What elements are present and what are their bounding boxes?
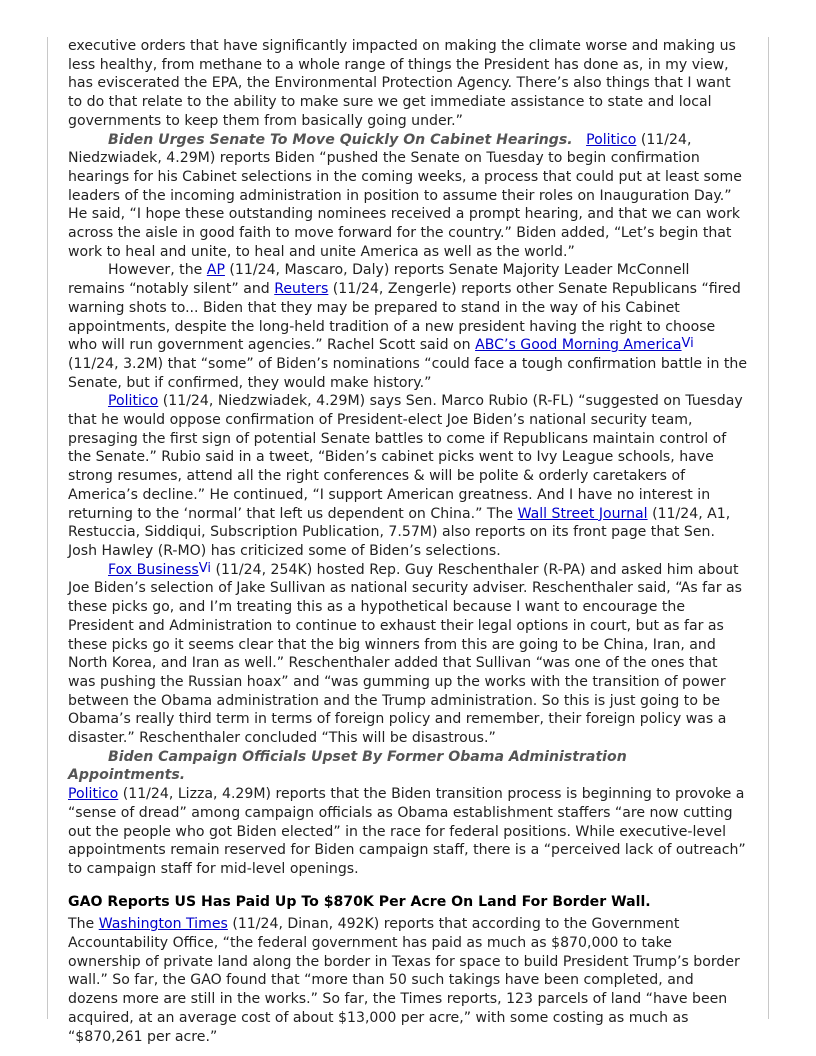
link-washington-times[interactable]: Washington Times <box>98 916 228 933</box>
right-margin-rule <box>768 37 769 1019</box>
paragraph-cabinet-hearings <box>68 131 748 262</box>
paragraph-mcconnell <box>68 261 748 392</box>
paragraph-text: (11/24, A1, Restuccia, Siddiqui, Subscription Publication, 7.57M) also reports on its front page that Sen. Josh Hawley (R-MO) has criticized some of Biden’s selections. <box>68 505 731 559</box>
link-politico[interactable]: Politico <box>108 393 159 410</box>
section-heading-gao: GAO Reports US Has Paid Up To $870K Per Acre On Land For Border Wall. <box>68 893 651 910</box>
headline-cabinet-hearings: Biden Urges Senate To Move Quickly On Cabinet Hearings. <box>108 131 573 148</box>
paragraph-text: However, the <box>108 262 207 279</box>
document-body <box>68 37 748 1046</box>
paragraph-text: (11/24, Niedzwiadek, 4.29M) says Sen. Marco Rubio (R-FL) “suggested on Tuesday that he would oppose confirmation of President-elect Joe Biden’s national security team, presaging the first sign of potential Senate battles to come if Republicans maintain control of the Senate.” Rubio said in a tweet, “Biden’s cabinet picks went to Ivy League schools, have strong resumes, attend all the right conferences & will be polite & orderly caretakers of America’s decline.” He continued, “I support American greatness. And I have no interest in returning to the ‘normal’ that left us dependent on China.” The <box>68 393 743 522</box>
paragraph-text: (11/24, Niedzwiadek, 4.29M) reports Biden “pushed the Senate on Tuesday to begin confirmation hearings for his Cabinet selections in the coming weeks, a process that could put at least some leaders of the incoming administration in position to assume their roles on Inauguration Day.” He said, “I hope these outstanding nominees received a prompt hearing, and that we can work across the aisle in good faith to move forward for the country.” Biden added, “Let’s begin that work to heal and unite, to heal and unite America as well as the world.” <box>68 131 742 260</box>
headline-campaign-officials: Biden Campaign Officials Upset By Former Obama Administration Appointments. <box>68 748 627 784</box>
link-politico[interactable]: Politico <box>68 786 119 803</box>
link-fox-business[interactable]: Fox Business <box>108 561 199 578</box>
link-abc-gma[interactable]: ABC’s Good Morning America <box>475 337 682 354</box>
paragraph-text: (11/24, Mascaro, Daly) reports Senate Majority Leader McConnell remains “notably silent” and <box>68 262 690 298</box>
paragraph-reschenthaler <box>68 561 748 748</box>
link-wall-street-journal[interactable]: Wall Street Journal <box>517 505 648 522</box>
paragraph-text: The <box>68 916 99 933</box>
paragraph-campaign-officials <box>68 748 748 785</box>
paragraph-text: (11/24, Dinan, 492K) reports that according to the Government Accountability Office, “the federal government has paid as much as $870,000 to take ownership of private land along the border in Texas for space to build President Trump’s border wall.” So far, the GAO found that “more than 50 such takings have been completed, and dozens more are still in the works.” So far, the Times reports, 123 parcels of land “have been acquired, at an average cost of about $13,000 per acre,” with some costing as much as “$870,261 per acre.” <box>68 916 740 1045</box>
video-marker[interactable]: Vi <box>681 336 694 352</box>
paragraph-text: (11/24, 3.2M) that “some” of Biden’s nominations “could face a tough confirmation battle in the Senate, but if confirmed, they would make history.” <box>68 355 747 391</box>
left-margin-rule <box>47 37 48 1019</box>
paragraph-text: (11/24, Zengerle) reports other Senate Republicans “fired warning shots to... Biden that they may be prepared to stand in the way of his Cabinet appointments, despite the long-held tradition of a new president having the right to choose who will run government agencies.” Rachel Scott said on <box>68 281 741 354</box>
paragraph-gao <box>68 915 748 1046</box>
link-politico[interactable]: Politico <box>586 131 637 148</box>
paragraph-campaign-officials-body <box>68 785 748 879</box>
paragraph-text: (11/24, 254K) hosted Rep. Guy Reschenthaler (R-PA) and asked him about Joe Biden’s selection of Jake Sullivan as national security adviser. Reschenthaler said, “As far as these picks go, and I’m treating this as a hypothetical because I want to encourage the President and Administration to continue to exhaust their legal options in court, but as far as these picks go it seems clear that the big winners from this are going to be China, Iran, and North Korea, and Iran as well.” Reschenthaler added that Sullivan “was one of the ones that was pushing the Russian hoax” and “was gumming up the works with the transition of power between the Obama administration and the Trump administration. So this is just going to be Obama’s really third term in terms of foreign policy and remember, their foreign policy was a disaster.” Reschenthaler concluded “This will be disastrous.” <box>68 561 743 747</box>
paragraph-continuation: executive orders that have significantly impacted on making the climate worse and making us less healthy, from methane to a whole range of things the President has done as, in my view, has eviscerated the EPA, the Environmental Protection Agency. There’s also things that I want to do that relate to the ability to make sure we get immediate assistance to state and local governments to keep them from basically going under.” <box>68 38 736 129</box>
paragraph-text: (11/24, Lizza, 4.29M) reports that the Biden transition process is beginning to provoke a “sense of dread” among campaign officials as Obama establishment staffers “are now cutting out the people who got Biden elected” in the race for federal positions. While executive-level appointments remain reserved for Biden campaign staff, there is a “perceived lack of outreach” to campaign staff for mid-level openings. <box>68 786 746 877</box>
paragraph-rubio <box>68 392 748 560</box>
link-reuters[interactable]: Reuters <box>274 281 329 298</box>
link-ap[interactable]: AP <box>206 262 225 279</box>
video-marker[interactable]: Vi <box>198 560 211 576</box>
